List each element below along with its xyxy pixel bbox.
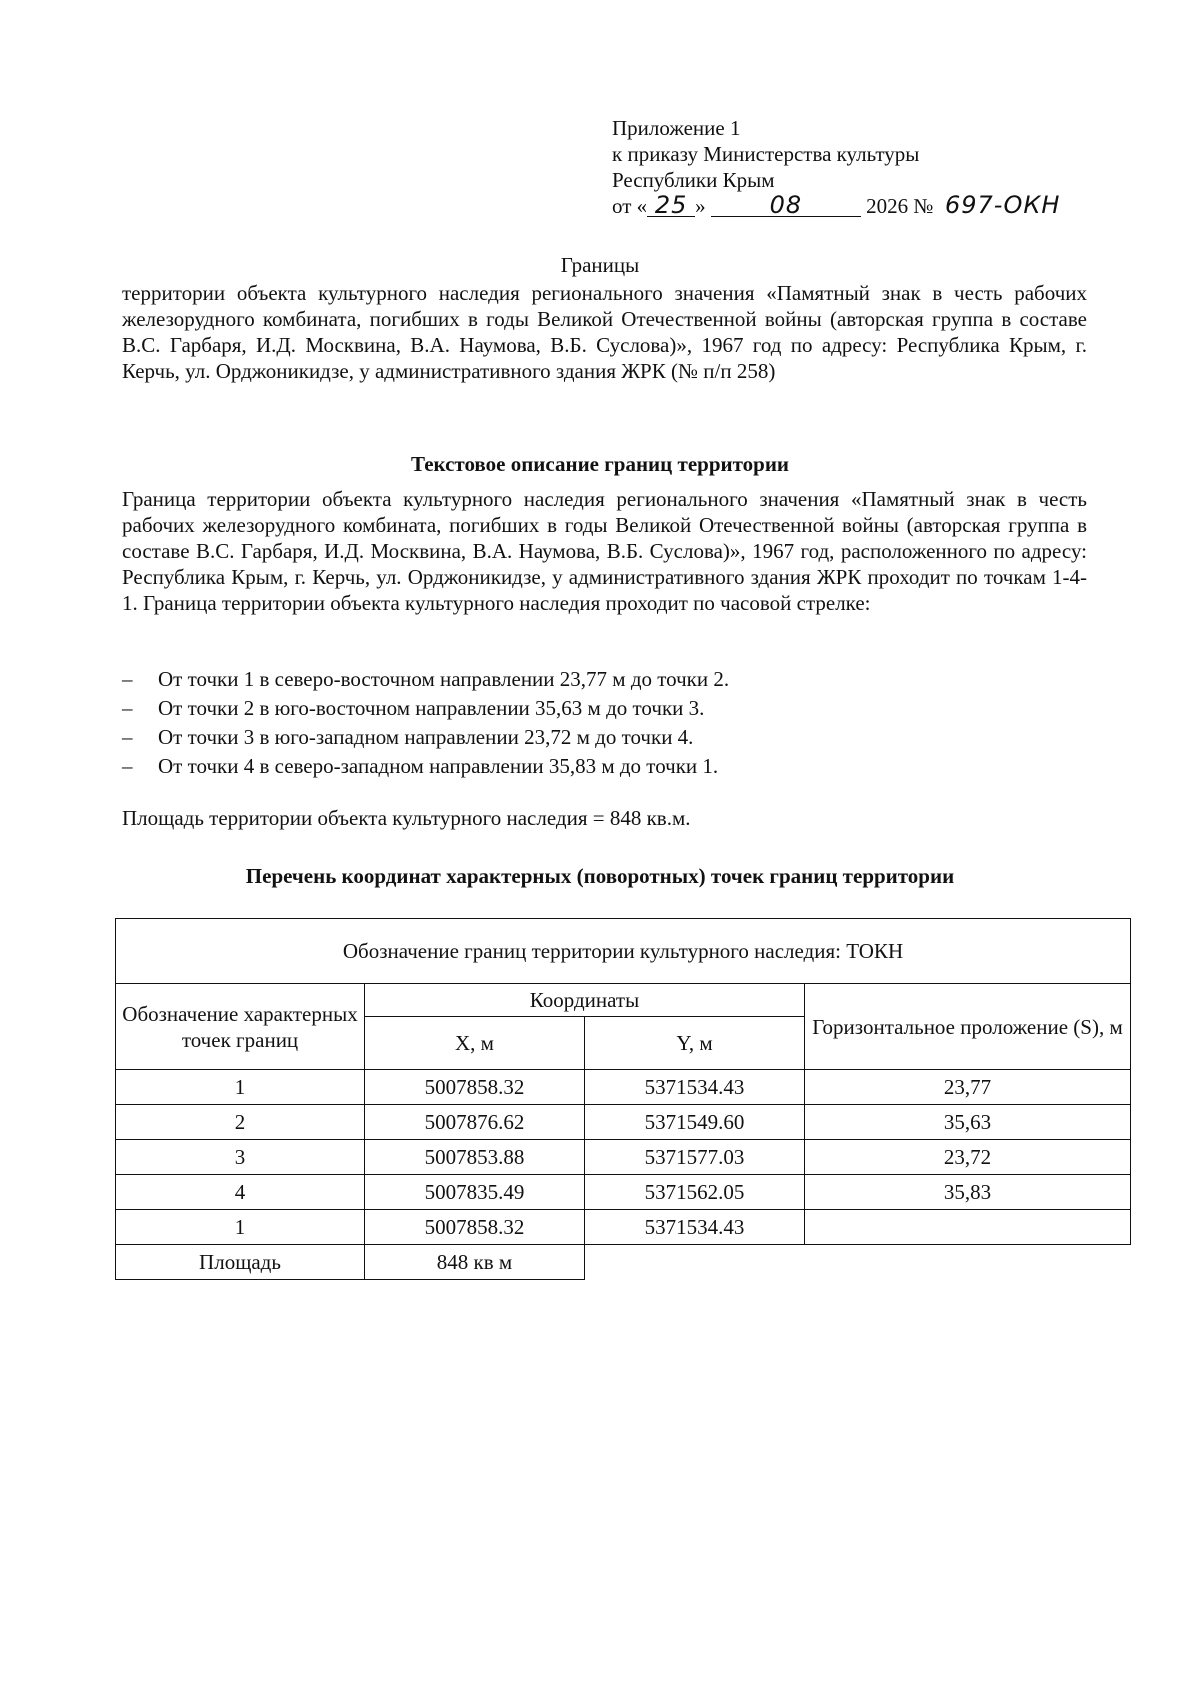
header-horizontal-distance: Горизонтальное проложение (S), м xyxy=(805,984,1131,1070)
table-row xyxy=(116,1105,1131,1140)
boundary-segments-list xyxy=(122,665,1087,781)
cell-x: 5007858.32 xyxy=(365,1210,585,1245)
list-item xyxy=(122,694,1087,723)
date-month: 08 xyxy=(711,194,861,217)
appendix-line-1: Приложение 1 xyxy=(612,116,741,140)
empty-area xyxy=(585,1245,1131,1280)
list-item xyxy=(122,752,1087,781)
cell-area-label: Площадь xyxy=(116,1245,365,1280)
appendix-line-2: к приказу Министерства культуры xyxy=(612,142,920,166)
appendix-header xyxy=(612,115,1067,219)
cell-x: 5007853.88 xyxy=(365,1140,585,1175)
date-year: 2026 № xyxy=(866,194,934,218)
table-row xyxy=(116,1210,1131,1245)
cell-x: 5007858.32 xyxy=(365,1070,585,1105)
date-day: 25 xyxy=(647,194,695,217)
coordinates-table xyxy=(115,918,1131,1280)
appendix-line-3: Республики Крым xyxy=(612,168,775,192)
document-title: Границы xyxy=(560,253,640,277)
cell-point: 1 xyxy=(116,1210,365,1245)
document-title-body: территории объекта культурного наследия регионального значения «Памятный знак в честь рабочих железорудного комбината, погибших в годы Великой Отечественной войны (авторская группа в составе В.С. Гарбаря, И.Д. Москвина, В.А. Наумова, В.Б. Суслова)», 1967 год по адресу: Республика Крым, г. Керчь, ул. Орджоникидзе, у административного здания ЖРК (№ п/п 258) xyxy=(122,281,1087,383)
table-row-area xyxy=(116,1245,1131,1280)
table-row xyxy=(116,1175,1131,1210)
cell-point: 4 xyxy=(116,1175,365,1210)
cell-s: 23,77 xyxy=(805,1070,1131,1105)
list-item-text: От точки 4 в северо-западном направлении 35,83 м до точки 1. xyxy=(158,754,719,778)
cell-point: 1 xyxy=(116,1070,365,1105)
cell-s: 23,72 xyxy=(805,1140,1131,1175)
header-x: X, м xyxy=(365,1017,585,1070)
list-item-text: От точки 3 в юго-западном направлении 23,72 м до точки 4. xyxy=(158,725,694,749)
order-number: 697-ОКН xyxy=(944,191,1061,219)
order-date-line xyxy=(612,193,1067,219)
cell-x: 5007876.62 xyxy=(365,1105,585,1140)
list-item-text: От точки 2 в юго-восточном направлении 35,63 м до точки 3. xyxy=(158,696,705,720)
cell-y: 5371534.43 xyxy=(585,1210,805,1245)
table-row xyxy=(116,1140,1131,1175)
list-item-text: От точки 1 в северо-восточном направлении 23,77 м до точки 2. xyxy=(158,667,730,691)
dash-marker: – xyxy=(122,754,133,778)
dash-marker: – xyxy=(122,667,133,691)
cell-y: 5371534.43 xyxy=(585,1070,805,1105)
date-prefix: от « xyxy=(612,194,648,218)
date-mid: » xyxy=(695,194,706,218)
cell-point: 3 xyxy=(116,1140,365,1175)
cell-s: 35,63 xyxy=(805,1105,1131,1140)
cell-y: 5371577.03 xyxy=(585,1140,805,1175)
territory-area-text: Площадь территории объекта культурного наследия = 848 кв.м. xyxy=(122,806,691,830)
text-description-heading: Текстовое описание границ территории xyxy=(410,452,790,476)
cell-y: 5371549.60 xyxy=(585,1105,805,1140)
dash-marker: – xyxy=(122,725,133,749)
header-points: Обозначение характерных точек границ xyxy=(116,984,365,1070)
cell-x: 5007835.49 xyxy=(365,1175,585,1210)
cell-point: 2 xyxy=(116,1105,365,1140)
cell-s: 35,83 xyxy=(805,1175,1131,1210)
cell-area-value: 848 кв м xyxy=(365,1245,585,1280)
table-row xyxy=(116,1070,1131,1105)
list-item xyxy=(122,723,1087,752)
text-description-paragraph: Граница территории объекта культурного наследия регионального значения «Памятный знак в честь рабочих железорудного комбината, погибших в годы Великой Отечественной войны (авторская группа в составе В.С. Гарбаря, И.Д. Москвина, В.А. Наумова, В.Б. Суслова)», 1967 год, расположенного по адресу: Республика Крым, г. Керчь, ул. Орджоникидзе, у административного здания ЖРК проходит по точкам 1-4-1. Граница территории объекта культурного наследия проходит по часовой стрелке: xyxy=(122,487,1087,615)
cell-y: 5371562.05 xyxy=(585,1175,805,1210)
header-y: Y, м xyxy=(585,1017,805,1070)
coordinates-heading: Перечень координат характерных (поворотных) точек границ территории xyxy=(245,864,955,888)
cell-s xyxy=(805,1210,1131,1245)
header-coordinates: Координаты xyxy=(365,984,805,1017)
list-item xyxy=(122,665,1087,694)
dash-marker: – xyxy=(122,696,133,720)
table-title: Обозначение границ территории культурного наследия: ТОКН xyxy=(116,919,1131,984)
